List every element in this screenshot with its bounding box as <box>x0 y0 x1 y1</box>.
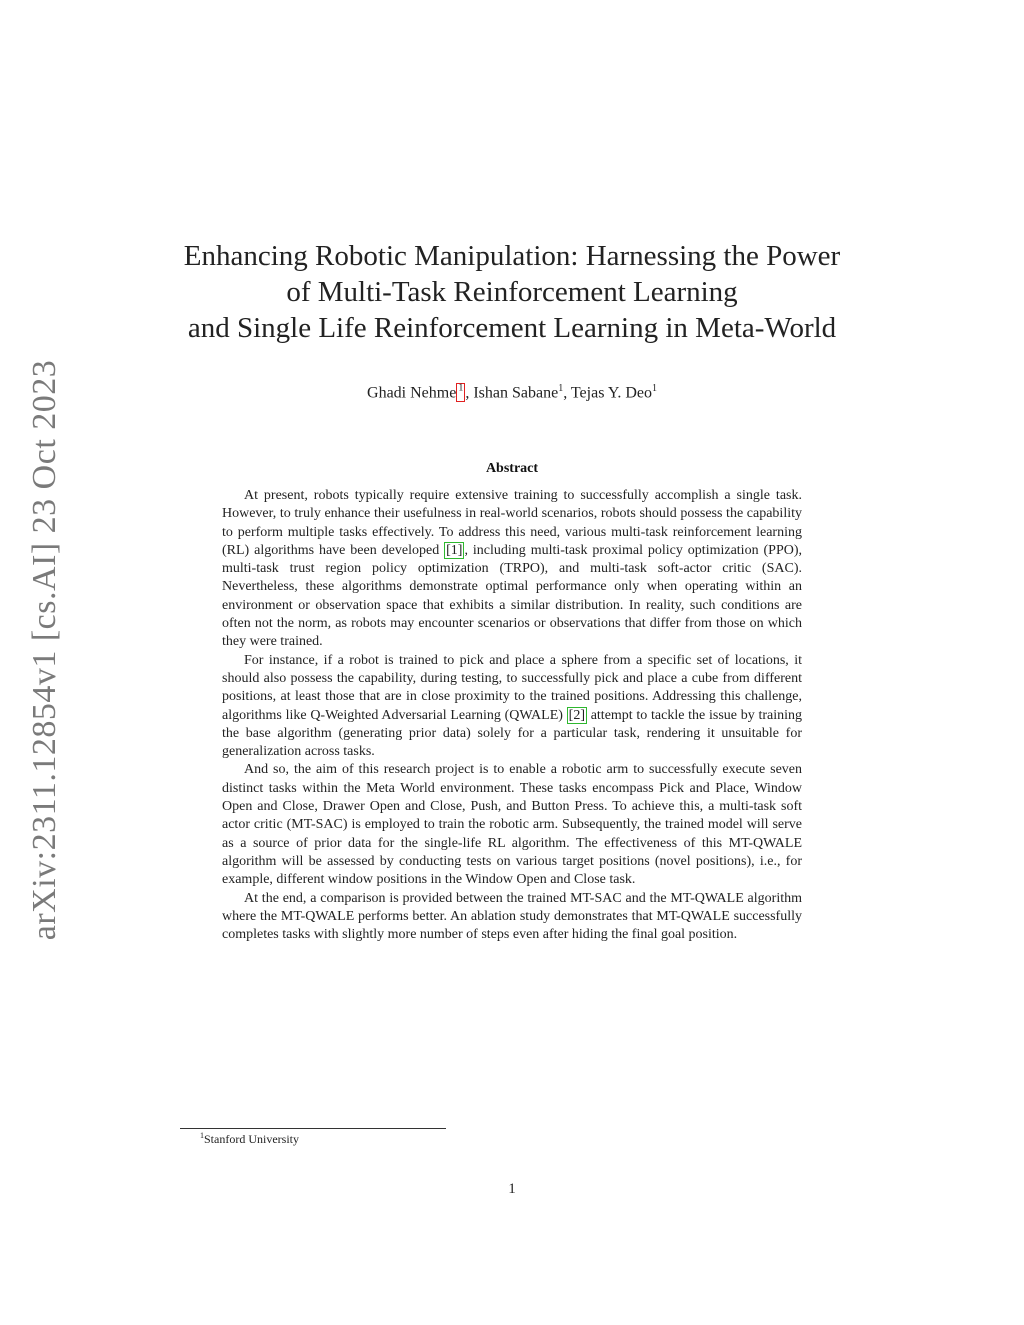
footnote-divider <box>180 1128 446 1129</box>
citation-link[interactable]: [1] <box>446 542 463 558</box>
abstract-body <box>222 487 802 944</box>
title-line-3: and Single Life Reinforcement Learning in Meta-World <box>187 312 837 344</box>
author-list <box>150 383 874 402</box>
abstract-heading: Abstract <box>485 461 539 476</box>
footnote: $^1$Stanford University <box>200 1131 299 1146</box>
abstract-paragraph: And so, the aim of this research project is to enable a robotic arm to successfully execute seven distinct tasks within the Meta World environment. These tasks encompass Pick and Place, Window Open and Close, Drawer Open and Close, Push, and Button Press. To achieve this, a multi-task soft actor critic (MT-SAC) is employed to train the robotic arm. Subsequently, the trained model will serve as a source of prior data for the single-life RL algorithm. The effectiveness of this MT-QWALE algorithm will be assessed by conducting tests on various target positions (novel positions), i.e., for example, different window positions in the Window Open and Close task. <box>222 762 802 888</box>
abstract-paragraph: For instance, if a robot is trained to pick and place a sphere from a specific set of locations, it should also possess the capability, during testing, to successfully pick and place a cube from different positions, at least those that are in close proximity to the trained positions. Addressing this challenge, algorithms like Q-Weighted Adversarial Learning (QWALE) [2] attempt to tackle the issue by training the base algorithm (generating prior data) solely for a particular task, rendering it unsuitable for generalization across tasks. <box>222 652 802 760</box>
citation-link[interactable]: [2] <box>568 707 585 723</box>
paper-title <box>150 238 874 346</box>
abstract-paragraph: At the end, a comparison is provided between the trained MT-SAC and the MT-QWALE algorithm where the MT-QWALE performs better. An ablation study demonstrates that MT-QWALE successfully completes tasks with slightly more number of steps even after hiding the final goal position. <box>222 890 802 943</box>
affiliation-link[interactable]: 1 <box>456 383 465 402</box>
author-name: , Ishan Sabane <box>465 384 559 402</box>
page-number: 1 <box>508 1181 516 1197</box>
author-name: Ghadi Nehme <box>367 384 457 402</box>
arxiv-stamp: arXiv:2311.12854v1 [cs.AI] 23 Oct 2023 <box>26 359 63 941</box>
affiliation-mark: 1 <box>558 383 564 394</box>
abstract-paragraph: At present, robots typically require extensive training to successfully accomplish a single task. However, to truly enhance their usefulness in real-world scenarios, robots should possess the capability to perform multiple tasks effectively. To address this need, various multi-task reinforcement learning (RL) algorithms have been developed [1] , including multi-task proximal policy optimization (PPO), multi-task trust region policy optimization (TRPO), and multi-task soft-actor critic (SAC). Nevertheless, these algorithms demonstrate optimal performance only when operating within an environment or observation space that exhibits a similar distribution. In reality, such conditions are often not the norm, as robots may encounter scenarios or observations that differ from those on which they were trained. <box>222 488 803 650</box>
affiliation-mark: 1 <box>651 383 657 394</box>
title-line-1: Enhancing Robotic Manipulation: Harnessing the Power <box>183 240 841 272</box>
author-name: , Tejas Y. Deo <box>563 384 652 402</box>
title-line-2: of Multi-Task Reinforcement Learning <box>286 276 738 308</box>
